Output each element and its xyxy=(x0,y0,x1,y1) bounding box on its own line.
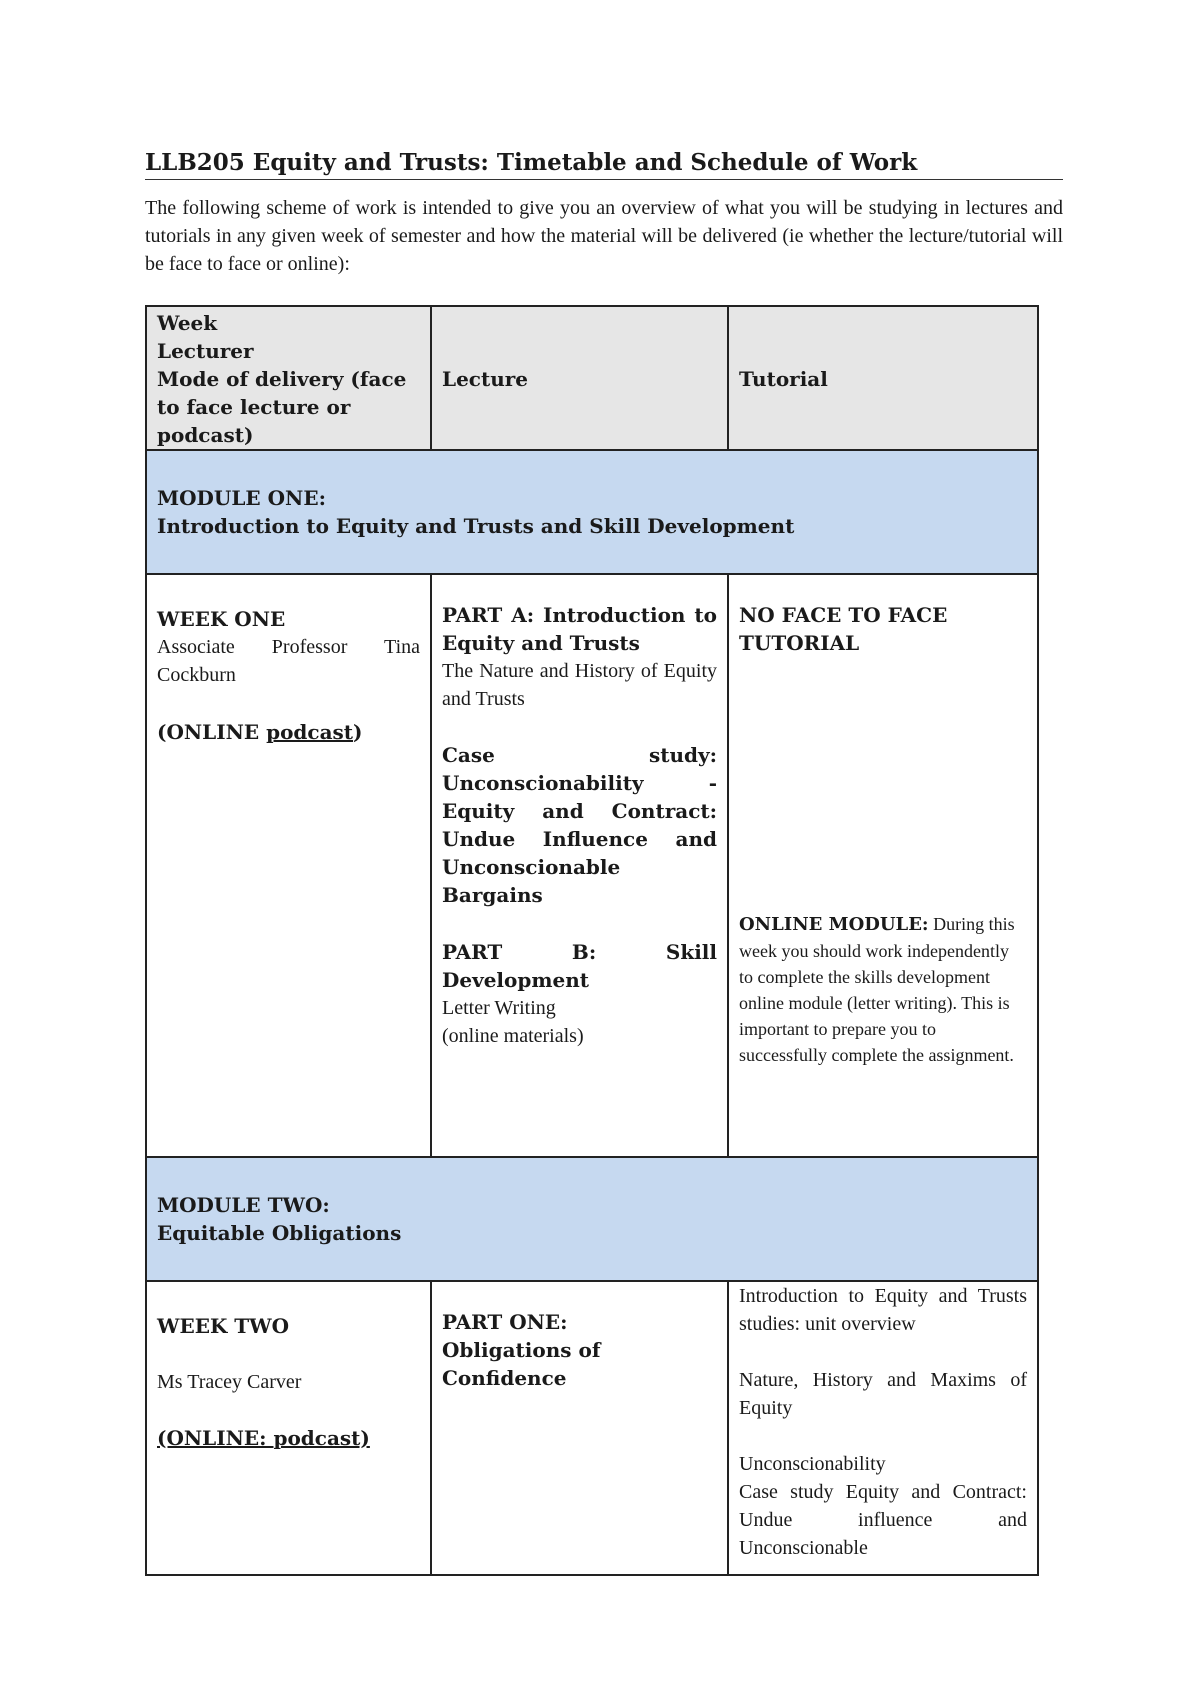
header-week-cell xyxy=(146,306,431,450)
week-two-label: WEEK TWO xyxy=(157,1314,290,1338)
week-two-row xyxy=(146,1281,1038,1575)
module-two-name: Equitable Obligations xyxy=(157,1221,402,1245)
part-b-text-1: Letter Writing xyxy=(442,997,556,1019)
online-module-label: ONLINE MODULE: xyxy=(739,914,929,935)
module-two-label: MODULE TWO: xyxy=(157,1193,330,1217)
week-one-lecture-cell xyxy=(431,574,728,1157)
schedule-table xyxy=(145,305,1039,1576)
week-one-label: WEEK ONE xyxy=(157,607,286,631)
podcast-link[interactable]: podcast xyxy=(266,720,354,744)
week-one-row xyxy=(146,574,1038,1157)
module-two-row xyxy=(146,1157,1038,1281)
week-two-lecturer: Ms Tracey Carver xyxy=(157,1371,302,1393)
part-a-title: PART A: Introduction to Equity and Trusts xyxy=(442,603,717,655)
header-lecturer: Lecturer xyxy=(157,339,254,363)
online-module-note xyxy=(739,911,1027,1068)
tutorial-item-3: Unconscionability xyxy=(739,1453,886,1475)
part-one-title: PART ONE: xyxy=(442,1310,568,1334)
online-module-text: During this week you should work independently to complete the skills development online module (letter writing). This is important to prepare you to successfully complete the assignment. xyxy=(739,914,1015,1065)
table-header-row xyxy=(146,306,1038,450)
header-mode: Mode of delivery (face to face lecture or podcast) xyxy=(157,367,407,447)
module-one-label: MODULE ONE: xyxy=(157,486,326,510)
tutorial-item-2: Nature, History and Maxims of Equity xyxy=(739,1369,1027,1419)
week-two-info-cell xyxy=(146,1281,431,1575)
module-one-cell xyxy=(146,450,1038,574)
header-tutorial: Tutorial xyxy=(728,306,1038,450)
part-a-text: The Nature and History of Equity and Trusts xyxy=(442,660,717,710)
week-two-mode[interactable]: (ONLINE: podcast) xyxy=(157,1426,370,1450)
part-b-text-2: (online materials) xyxy=(442,1025,584,1047)
intro-paragraph: The following scheme of work is intended to give you an overview of what you will be studying in lectures and tutorials in any given week of semester and how the material will be delivered (ie whether the lecture/tutorial will be face to face or online): xyxy=(145,197,1063,275)
week-one-mode: (ONLINE podcast) xyxy=(157,720,363,744)
module-one-name: Introduction to Equity and Trusts and Skill Development xyxy=(157,514,795,538)
page-title: LLB205 Equity and Trusts: Timetable and Schedule of Work xyxy=(145,148,1063,180)
week-one-tutorial-cell xyxy=(728,574,1038,1157)
header-week: Week xyxy=(157,311,218,335)
tutorial-item-4: Case study Equity and Contract: Undue influence and Unconscionable xyxy=(739,1481,1027,1559)
week-two-tutorial-cell xyxy=(728,1281,1038,1575)
week-one-info-cell xyxy=(146,574,431,1157)
case-study: Case study: Unconscionability - Equity and Contract: Undue Influence and Unconscionable Bargains xyxy=(442,743,717,907)
tutorial-item-1: Introduction to Equity and Trusts studies: unit overview xyxy=(739,1285,1027,1335)
part-one-name: Obligations of Confidence xyxy=(442,1338,601,1390)
header-lecture: Lecture xyxy=(431,306,728,450)
week-one-lecturer: Associate Professor Tina Cockburn xyxy=(157,636,420,686)
module-one-row xyxy=(146,450,1038,574)
part-b-title: PART B: Skill Development xyxy=(442,940,717,992)
module-two-cell xyxy=(146,1157,1038,1281)
week-two-lecture-cell xyxy=(431,1281,728,1575)
no-tutorial-notice: NO FACE TO FACE TUTORIAL xyxy=(739,603,948,655)
